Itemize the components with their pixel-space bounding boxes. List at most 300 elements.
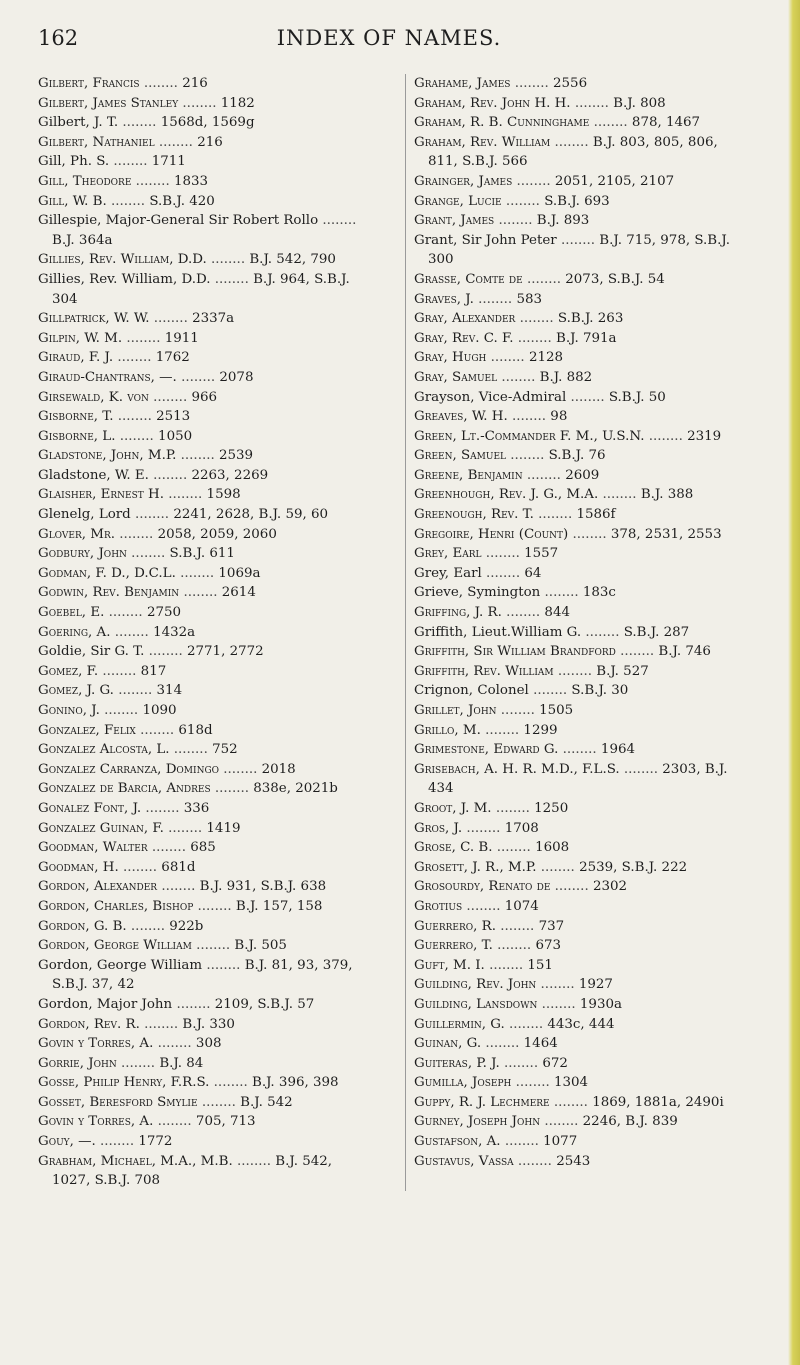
entry-name: Gustafson, A. xyxy=(414,1134,501,1150)
leader-dots: ........ xyxy=(512,173,555,189)
entry-references: 216 xyxy=(197,134,223,150)
leader-dots: ........ xyxy=(115,428,159,444)
index-entry xyxy=(38,936,374,956)
entry-name: Godman, F. D., D.C.L. xyxy=(38,565,176,581)
entry-name: Gilbert, J. T. xyxy=(38,115,119,131)
entry-name: Gumilla, Joseph xyxy=(414,1075,512,1091)
index-entry xyxy=(414,172,750,192)
entry-references: B.J. 931, S.B.J. 638 xyxy=(199,879,327,895)
index-entry xyxy=(414,113,750,133)
entry-references: 583 xyxy=(516,291,542,307)
entry-name: Grange, Lucie xyxy=(414,193,502,209)
index-entry xyxy=(38,133,374,153)
index-entry xyxy=(414,956,750,976)
index-entry xyxy=(414,388,750,408)
leader-dots: ........ xyxy=(113,683,157,699)
leader-dots: ........ xyxy=(462,898,505,914)
index-entry xyxy=(414,505,750,525)
entry-name: Graham, R. B. Cunninghame xyxy=(414,115,590,131)
entry-references: 151 xyxy=(527,957,553,973)
leader-dots: ........ xyxy=(116,1055,160,1071)
index-entry xyxy=(414,740,750,760)
entry-references: 681d xyxy=(161,859,196,875)
index-entry xyxy=(38,819,374,839)
leader-dots: ........ xyxy=(556,232,600,248)
index-entry xyxy=(38,329,374,349)
entry-references: 1432a xyxy=(153,624,196,640)
leader-dots: ........ xyxy=(148,467,192,483)
leader-dots: ........ xyxy=(492,938,536,954)
entry-name: Grey, Earl xyxy=(414,546,482,562)
entry-references: 1419 xyxy=(206,820,241,836)
entry-references: B.J. 330 xyxy=(182,1016,235,1032)
entry-references: 1557 xyxy=(524,546,559,562)
entry-name: Grant, James xyxy=(414,213,495,229)
index-entry xyxy=(414,701,750,721)
index-entry xyxy=(414,799,750,819)
index-entry xyxy=(38,388,374,408)
running-title: INDEX OF NAMES. xyxy=(276,26,502,50)
entry-references: 2556 xyxy=(553,76,588,91)
entry-name: Guillermin, G. xyxy=(414,1016,505,1032)
page-number: 162 xyxy=(38,26,79,50)
entry-name: Govin y Torres, A. xyxy=(38,1036,154,1052)
entry-name: Gilbert, Nathaniel xyxy=(38,134,155,150)
index-entry xyxy=(414,642,750,662)
entry-name: Gill, W. B. xyxy=(38,193,107,209)
entry-name: Giraud-Chantrans, —. xyxy=(38,369,177,385)
entry-references: 2246, B.J. 839 xyxy=(582,1114,678,1130)
entry-name: Grabham, Michael, M.A., M.B. xyxy=(38,1153,233,1169)
entry-references: 2241, 2628, B.J. 59, 60 xyxy=(173,507,329,523)
entry-references: 1911 xyxy=(164,330,199,346)
entry-references: 2263, 2269 xyxy=(191,467,269,483)
entry-references: 2073, S.B.J. 54 xyxy=(565,271,665,287)
entry-name: Graham, Rev. John H. H. xyxy=(414,95,571,111)
leader-dots: ........ xyxy=(494,213,537,229)
entry-references: B.J. 803, 805, 806, 811, S.B.J. 566 xyxy=(428,134,718,170)
entry-name: Guilding, Lansdown xyxy=(414,996,538,1012)
entry-references: 2337a xyxy=(192,311,235,327)
entry-name: Gomez, F. xyxy=(38,663,99,679)
entry-references: S.B.J. 263 xyxy=(557,311,624,327)
index-entry xyxy=(414,877,750,897)
index-entry xyxy=(414,583,750,603)
index-entry xyxy=(38,897,374,917)
entry-references: 1074 xyxy=(504,898,539,914)
index-entry xyxy=(414,1034,750,1054)
entry-references: 838e, 2021b xyxy=(253,781,338,797)
index-entry xyxy=(38,94,374,114)
index-entry xyxy=(38,917,374,937)
index-entry xyxy=(38,799,374,819)
entry-name: Graves, J. xyxy=(414,291,474,307)
index-entry xyxy=(414,858,750,878)
leader-dots: ........ xyxy=(139,1016,183,1032)
entry-references: 2319 xyxy=(687,428,722,444)
index-entry xyxy=(414,917,750,937)
entry-references: B.J. 542, 790 xyxy=(249,252,336,268)
leader-dots: ........ xyxy=(536,859,580,875)
entry-name: Grosett, J. R., M.P. xyxy=(414,859,537,875)
entry-references: 1608 xyxy=(535,840,570,856)
leader-dots: ........ xyxy=(533,507,577,523)
index-entry xyxy=(414,74,750,94)
entry-references: 672 xyxy=(542,1055,568,1071)
leader-dots: ........ xyxy=(568,526,611,542)
leader-dots: ........ xyxy=(113,409,157,425)
left-column xyxy=(38,74,374,1191)
index-entry xyxy=(38,779,374,799)
index-entry xyxy=(38,1073,374,1093)
entry-name: Grimestone, Edward G. xyxy=(414,742,559,758)
leader-dots: ........ xyxy=(113,350,156,366)
index-entry xyxy=(38,211,374,250)
entry-name: Griffith, Sir William Brandford xyxy=(414,644,616,660)
leader-dots: ........ xyxy=(191,938,235,954)
index-entry xyxy=(414,270,750,290)
right-column xyxy=(405,74,750,1191)
leader-dots: ........ xyxy=(553,663,597,679)
leader-dots: ........ xyxy=(157,879,200,895)
index-entry xyxy=(38,1034,374,1054)
entry-references: 1250 xyxy=(534,800,569,816)
entry-name: Guinan, G. xyxy=(414,1036,482,1052)
entry-name: Gonalez Font, J. xyxy=(38,800,142,816)
leader-dots: ........ xyxy=(110,624,154,640)
entry-references: 2513 xyxy=(156,409,191,425)
leader-dots: ........ xyxy=(206,252,250,268)
index-entry xyxy=(414,1015,750,1035)
leader-dots: ........ xyxy=(480,722,524,738)
leader-dots: ........ xyxy=(153,1114,196,1130)
entry-references: B.J. 505 xyxy=(234,938,287,954)
index-entry xyxy=(414,681,750,701)
leader-dots: ........ xyxy=(511,1075,554,1091)
entry-references: 2078 xyxy=(219,369,254,385)
entry-name: Gladstone, W. E. xyxy=(38,467,149,483)
leader-dots: ........ xyxy=(581,624,624,640)
entry-references: 378, 2531, 2553 xyxy=(610,526,722,542)
entry-name: Godbury, John xyxy=(38,546,127,562)
index-entry xyxy=(414,662,750,682)
entry-references: S.B.J. 287 xyxy=(623,624,690,640)
entry-references: 1304 xyxy=(553,1075,589,1091)
leader-dots: ........ xyxy=(179,585,222,601)
leader-dots: ........ xyxy=(163,820,207,836)
leader-dots: ........ xyxy=(619,761,663,777)
leader-dots: ........ xyxy=(536,977,579,993)
leader-dots: ........ xyxy=(178,95,221,111)
leader-dots: ........ xyxy=(95,1134,139,1150)
index-entry xyxy=(38,466,374,486)
leader-dots: ........ xyxy=(504,1016,548,1032)
leader-dots: ........ xyxy=(109,154,152,170)
entry-references: 64 xyxy=(524,565,542,581)
index-entry xyxy=(414,348,750,368)
leader-dots: ........ xyxy=(501,193,545,209)
entry-references: 183c xyxy=(582,585,616,601)
entry-references: 1464 xyxy=(523,1036,558,1052)
entry-references: 1077 xyxy=(543,1134,578,1150)
entry-references: B.J. 746 xyxy=(658,644,711,660)
entry-name: Greaves, W. H. xyxy=(414,409,508,425)
leader-dots: ........ xyxy=(589,115,632,131)
entry-references: B.J. 715, 978, S.B.J. 300 xyxy=(428,232,730,268)
entry-references: S.B.J. 50 xyxy=(608,389,666,405)
leader-dots: ........ xyxy=(193,898,236,914)
index-entry xyxy=(38,1093,374,1113)
index-entry xyxy=(414,1073,750,1093)
entry-name: Giraud, F. J. xyxy=(38,350,114,366)
entry-references: S.B.J. 611 xyxy=(169,546,235,562)
entry-name: Grosourdy, Renato de xyxy=(414,879,551,895)
entry-name: Gordon, Charles, Bishop xyxy=(38,898,194,914)
entry-references: 1772 xyxy=(138,1134,173,1150)
index-entry xyxy=(38,152,374,172)
index-entry xyxy=(414,290,750,310)
entry-references: 2539, S.B.J. 222 xyxy=(579,859,688,875)
entry-name: Gordon, George William xyxy=(38,938,192,954)
index-entry xyxy=(414,427,750,447)
entry-name: Gosset, Beresford Smylie xyxy=(38,1094,198,1110)
entry-name: Grainger, James xyxy=(414,173,513,189)
leader-dots: ........ xyxy=(232,1153,276,1169)
index-entry xyxy=(38,642,374,662)
entry-references: 1505 xyxy=(539,703,574,718)
entry-name: Gordon, Alexander xyxy=(38,879,158,895)
entry-name: Goodman, H. xyxy=(38,859,119,875)
entry-name: Griffith, Lieut.William G. xyxy=(414,624,582,640)
entry-name: Grasse, Comte de xyxy=(414,271,523,287)
entry-name: Gomez, J. G. xyxy=(38,683,114,699)
index-entry xyxy=(38,956,374,995)
index-entry xyxy=(414,309,750,329)
entry-name: Gros, J. xyxy=(414,820,463,836)
entry-references: B.J. 791a xyxy=(556,330,617,346)
index-entry xyxy=(414,936,750,956)
entry-references: 966 xyxy=(191,389,218,405)
entry-references: 2018 xyxy=(261,761,296,777)
leader-dots: ........ xyxy=(209,1075,252,1091)
entry-name: Gonzalez Alcosta, L. xyxy=(38,742,170,758)
entry-name: Gilbert, Francis xyxy=(38,76,140,91)
leader-dots: ........ xyxy=(149,311,193,327)
entry-name: Guerrero, T. xyxy=(414,938,493,954)
entry-name: Griffith, Rev. William xyxy=(414,663,554,679)
entry-name: Grillo, M. xyxy=(414,722,481,738)
entry-references: 2750 xyxy=(146,605,182,621)
leader-dots: ........ xyxy=(135,722,179,738)
index-entry xyxy=(38,446,374,466)
leader-dots: ........ xyxy=(130,507,174,523)
entry-references: 1930a xyxy=(579,996,622,1012)
index-entry xyxy=(38,701,374,721)
entry-name: Gonzalez, Felix xyxy=(38,722,136,738)
index-entry xyxy=(38,309,374,329)
leader-dots: ........ xyxy=(172,996,215,1012)
leader-dots: ........ xyxy=(99,703,143,718)
entry-name: Gonzalez Carranza, Domingo xyxy=(38,761,220,777)
leader-dots: ........ xyxy=(473,291,517,307)
leader-dots: ........ xyxy=(550,879,593,895)
index-entry xyxy=(414,1132,750,1152)
entry-references: 1182 xyxy=(220,95,255,111)
entry-name: Gustavus, Vassa xyxy=(414,1153,514,1169)
index-entry xyxy=(414,94,750,114)
entry-references: 336 xyxy=(183,800,210,816)
entry-name: Gonzalez Guinan, F. xyxy=(38,820,164,836)
index-entry xyxy=(414,1152,750,1172)
index-entry xyxy=(414,368,750,388)
index-entry xyxy=(38,740,374,760)
entry-references: 2609 xyxy=(565,467,600,483)
entry-references: 618d xyxy=(178,722,213,738)
entry-name: Gregoire, Henri (Count) xyxy=(414,526,569,542)
index-columns xyxy=(38,74,750,1191)
entry-name: Gillies, Rev. William, D.D. xyxy=(38,271,211,287)
page-header xyxy=(38,26,740,56)
index-entry xyxy=(414,819,750,839)
entry-name: Gladstone, John, M.P. xyxy=(38,448,177,464)
entry-name: Guiteras, P. J. xyxy=(414,1055,500,1071)
leader-dots: ........ xyxy=(169,742,213,758)
leader-dots: ........ xyxy=(197,1094,241,1110)
entry-name: Graham, Rev. William xyxy=(414,134,551,150)
leader-dots: ........ xyxy=(615,644,659,660)
entry-name: Grant, Sir John Peter xyxy=(414,232,557,248)
leader-dots: ........ xyxy=(462,820,505,836)
leader-dots: ........ xyxy=(598,487,641,503)
entry-references: 98 xyxy=(550,409,568,425)
leader-dots: ........ xyxy=(495,918,539,934)
leader-dots: ........ xyxy=(507,409,551,425)
entry-references: 314 xyxy=(156,683,183,699)
index-entry xyxy=(414,1093,750,1113)
index-entry xyxy=(414,760,750,799)
index-entry xyxy=(414,329,750,349)
entry-name: Gouy, —. xyxy=(38,1134,96,1150)
index-entry xyxy=(414,564,750,584)
entry-name: Grisebach, A. H. R. M.D., F.L.S. xyxy=(414,761,620,777)
entry-references: 216 xyxy=(182,76,208,91)
leader-dots: ........ xyxy=(481,546,525,562)
entry-name: Greene, Benjamin xyxy=(414,467,523,483)
entry-name: Greenhough, Rev. J. G., M.A. xyxy=(414,487,599,503)
leader-dots: ........ xyxy=(98,663,141,679)
leader-dots: ........ xyxy=(481,1036,524,1052)
leader-dots: ........ xyxy=(644,428,688,444)
entry-references: 1869, 1881a, 2490i xyxy=(592,1094,724,1110)
leader-dots: ........ xyxy=(496,703,540,718)
entry-name: Green, Samuel xyxy=(414,448,507,464)
leader-dots: ........ xyxy=(510,76,554,91)
index-entry xyxy=(414,466,750,486)
leader-dots: ........ xyxy=(175,565,219,581)
entry-name: Goldie, Sir G. T. xyxy=(38,644,145,660)
leader-dots: ........ xyxy=(148,389,192,405)
entry-references: 2109, S.B.J. 57 xyxy=(214,996,315,1012)
index-entry xyxy=(38,1112,374,1132)
entry-references: 1711 xyxy=(151,154,186,170)
entry-name: Guft, M. I. xyxy=(414,957,485,973)
leader-dots: ........ xyxy=(106,193,150,209)
index-entry xyxy=(38,250,374,270)
leader-dots: ........ xyxy=(513,1153,557,1169)
entry-name: Grayson, Vice-Admiral xyxy=(414,389,567,405)
entry-references: B.J. 964, S.B.J. 304 xyxy=(52,271,350,307)
entry-references: 1568d, 1569g xyxy=(160,115,255,131)
entry-references: 2543 xyxy=(556,1153,591,1169)
entry-name: Gosse, Philip Henry, F.R.S. xyxy=(38,1075,210,1091)
entry-references: 737 xyxy=(538,918,565,934)
index-entry xyxy=(414,525,750,545)
entry-name: Guppy, R. J. Lechmere xyxy=(414,1094,550,1110)
entry-name: Gonzalez de Barcia, Andres xyxy=(38,781,211,797)
index-entry xyxy=(414,897,750,917)
index-entry xyxy=(414,623,750,643)
leader-dots: ........ xyxy=(318,213,357,229)
leader-dots: ........ xyxy=(570,95,614,111)
leader-dots: ........ xyxy=(210,781,254,797)
index-entry xyxy=(38,505,374,525)
leader-dots: ........ xyxy=(122,330,165,346)
index-entry xyxy=(38,623,374,643)
index-entry xyxy=(38,1054,374,1074)
index-entry xyxy=(414,231,750,270)
index-entry xyxy=(38,1152,374,1191)
entry-references: 2303, B.J. 434 xyxy=(428,761,728,797)
leader-dots: ........ xyxy=(515,311,558,327)
entry-references: B.J. 542 xyxy=(240,1094,293,1110)
leader-dots: ........ xyxy=(131,173,174,189)
leader-dots: ........ xyxy=(497,369,540,385)
entry-references: B.J. 808 xyxy=(613,95,666,111)
entry-references: 2614 xyxy=(221,585,256,601)
entry-references: 2771, 2772 xyxy=(186,644,264,660)
entry-name: Gordon, George William xyxy=(38,957,203,973)
entry-name: Gonino, J. xyxy=(38,703,100,718)
entry-name: Gordon, Rev. R. xyxy=(38,1016,140,1032)
index-entry xyxy=(38,368,374,388)
leader-dots: ........ xyxy=(147,840,191,856)
leader-dots: ........ xyxy=(219,761,262,777)
entry-name: Gillies, Rev. William, D.D. xyxy=(38,252,207,268)
entry-name: Gill, Theodore xyxy=(38,173,132,189)
index-entry xyxy=(414,838,750,858)
entry-name: Glenelg, Lord xyxy=(38,507,131,523)
entry-references: 685 xyxy=(190,840,216,856)
entry-name: Guerrero, R. xyxy=(414,918,496,934)
leader-dots: ........ xyxy=(540,585,583,601)
entry-references: 878, 1467 xyxy=(631,115,701,131)
entry-references: B.J. 893 xyxy=(536,213,590,229)
index-entry xyxy=(38,172,374,192)
leader-dots: ........ xyxy=(126,918,170,934)
leader-dots: ........ xyxy=(176,369,220,385)
entry-references: B.J. 157, 158 xyxy=(235,898,323,914)
entry-references: 1708 xyxy=(504,820,539,836)
page-edge xyxy=(788,0,800,1365)
entry-name: Gisborne, T. xyxy=(38,409,114,425)
index-entry xyxy=(38,877,374,897)
leader-dots: ........ xyxy=(540,1114,583,1130)
entry-name: Goering, A. xyxy=(38,624,111,640)
leader-dots: ........ xyxy=(537,996,580,1012)
entry-references: 1927 xyxy=(578,977,613,993)
entry-references: B.J. 396, 398 xyxy=(252,1075,339,1091)
leader-dots: ........ xyxy=(163,487,207,503)
